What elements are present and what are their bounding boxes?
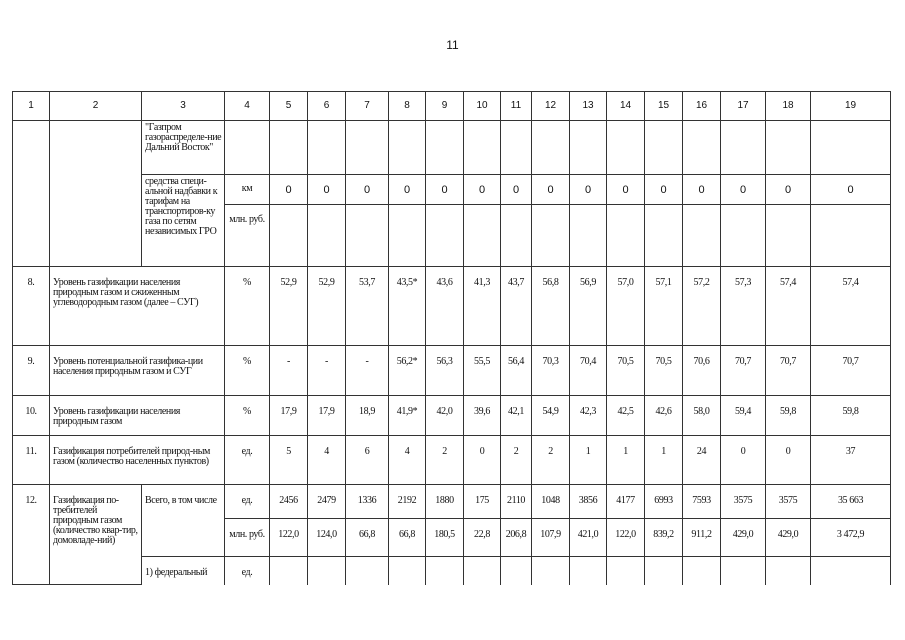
value-cell: 3 472,9 (811, 519, 891, 557)
value-cell: 1 (570, 436, 607, 485)
value-cell: 421,0 (570, 519, 607, 557)
value-cell: 1880 (426, 485, 464, 519)
row-name: Газификация по-требителей природным газом (количество квар-тир, домовладе-ний) (50, 485, 142, 585)
value-cell: 18,9 (346, 396, 389, 436)
value-cell: 0 (501, 175, 532, 205)
value-cell: 175 (464, 485, 501, 519)
unit-cell: % (225, 396, 270, 436)
value-cell: 70,7 (766, 346, 811, 396)
value-cell: 52,9 (308, 267, 346, 346)
row12-federal-row (13, 557, 891, 585)
value-cell: 2 (532, 436, 570, 485)
value-cell: 56,3 (426, 346, 464, 396)
value-cell: 2192 (389, 485, 426, 519)
value-cell: 43,6 (426, 267, 464, 346)
value-cell: 57,3 (721, 267, 766, 346)
value-cell: 6993 (645, 485, 683, 519)
value-cell: 1 (607, 436, 645, 485)
value-cell: 429,0 (766, 519, 811, 557)
header-cell: 15 (645, 92, 683, 121)
value-cell: 1 (645, 436, 683, 485)
value-cell: 0 (426, 175, 464, 205)
value-cell: 57,1 (645, 267, 683, 346)
value-cell: 0 (683, 175, 721, 205)
value-cell: 57,4 (766, 267, 811, 346)
value-cell: 4 (308, 436, 346, 485)
value-cell: 2 (501, 436, 532, 485)
value-cell: 66,8 (346, 519, 389, 557)
value-cell: 0 (645, 175, 683, 205)
gazprom-row (13, 121, 891, 175)
value-cell: 70,4 (570, 346, 607, 396)
header-cell: 14 (607, 92, 645, 121)
row-index: 11. (13, 436, 50, 485)
row-index: 10. (13, 396, 50, 436)
value-cell: 53,7 (346, 267, 389, 346)
value-cell: 59,4 (721, 396, 766, 436)
unit-cell: млн. руб. (225, 519, 270, 557)
value-cell: 1336 (346, 485, 389, 519)
value-cell: 0 (308, 175, 346, 205)
value-cell: 3575 (766, 485, 811, 519)
row-name: Уровень газификации населения природным газом и сжиженным углеводородным газом (далее – СУГ) (50, 267, 225, 346)
value-cell: 39,6 (464, 396, 501, 436)
value-cell: 0 (766, 175, 811, 205)
federal-label: 1) федеральный (142, 557, 225, 585)
value-cell: 429,0 (721, 519, 766, 557)
value-cell: 52,9 (270, 267, 308, 346)
value-cell: - (308, 346, 346, 396)
value-cell: 2479 (308, 485, 346, 519)
value-cell: 22,8 (464, 519, 501, 557)
header-cell: 13 (570, 92, 607, 121)
gasification-table (12, 91, 891, 585)
value-cell: 0 (270, 175, 308, 205)
value-cell: - (270, 346, 308, 396)
table-row (13, 396, 891, 436)
unit-cell: ед. (225, 557, 270, 585)
value-cell: 43,5* (389, 267, 426, 346)
value-cell: 0 (570, 175, 607, 205)
value-cell: 59,8 (811, 396, 891, 436)
value-cell: 57,2 (683, 267, 721, 346)
header-cell: 9 (426, 92, 464, 121)
header-cell: 2 (50, 92, 142, 121)
value-cell: 55,5 (464, 346, 501, 396)
value-cell: 41,3 (464, 267, 501, 346)
value-cell: 70,5 (645, 346, 683, 396)
value-cell: 839,2 (645, 519, 683, 557)
unit-cell: млн. руб. (225, 205, 270, 267)
value-cell: 42,3 (570, 396, 607, 436)
value-cell: 42,1 (501, 396, 532, 436)
value-cell: 56,2* (389, 346, 426, 396)
row-name: Уровень газификации населения природным газом (50, 396, 225, 436)
value-cell: 0 (811, 175, 891, 205)
value-cell: 35 663 (811, 485, 891, 519)
surcharge-label: средства специ-альной надбавки к тарифам на транспортиров-ку газа по сетям независимых ГРО (142, 175, 225, 267)
row-index: 9. (13, 346, 50, 396)
value-cell: 107,9 (532, 519, 570, 557)
header-cell: 4 (225, 92, 270, 121)
value-cell: 124,0 (308, 519, 346, 557)
value-cell: 4 (389, 436, 426, 485)
total-label: Всего, в том числе (142, 485, 225, 557)
empty-cell (13, 121, 50, 267)
unit-cell: ед. (225, 436, 270, 485)
value-cell: 17,9 (308, 396, 346, 436)
row-index: 8. (13, 267, 50, 346)
value-cell: 70,7 (721, 346, 766, 396)
header-cell: 8 (389, 92, 426, 121)
value-cell: 5 (270, 436, 308, 485)
value-cell: 70,5 (607, 346, 645, 396)
table-row (13, 267, 891, 346)
value-cell: 56,8 (532, 267, 570, 346)
value-cell: 37 (811, 436, 891, 485)
value-cell: 58,0 (683, 396, 721, 436)
header-cell: 10 (464, 92, 501, 121)
value-cell: 57,4 (811, 267, 891, 346)
header-cell: 3 (142, 92, 225, 121)
value-cell: 1048 (532, 485, 570, 519)
value-cell: 0 (389, 175, 426, 205)
value-cell: 42,5 (607, 396, 645, 436)
value-cell: 4177 (607, 485, 645, 519)
value-cell: 43,7 (501, 267, 532, 346)
value-cell: 59,8 (766, 396, 811, 436)
unit-cell: % (225, 346, 270, 396)
value-cell: 57,0 (607, 267, 645, 346)
table-row (13, 346, 891, 396)
value-cell: 180,5 (426, 519, 464, 557)
value-cell: 0 (721, 436, 766, 485)
header-row (13, 92, 891, 121)
value-cell: 42,6 (645, 396, 683, 436)
row-name: Уровень потенциальной газифика-ции населения природным газом и СУГ (50, 346, 225, 396)
value-cell: 56,9 (570, 267, 607, 346)
empty-cell (50, 121, 142, 267)
value-cell: 24 (683, 436, 721, 485)
row12-total-row (13, 485, 891, 519)
value-cell: 0 (532, 175, 570, 205)
value-cell: 0 (721, 175, 766, 205)
value-cell: 54,9 (532, 396, 570, 436)
value-cell: 0 (766, 436, 811, 485)
value-cell: 42,0 (426, 396, 464, 436)
table-row (13, 436, 891, 485)
value-cell: 122,0 (607, 519, 645, 557)
value-cell: 2110 (501, 485, 532, 519)
header-cell: 19 (811, 92, 891, 121)
surcharge-km-row (13, 175, 891, 205)
value-cell: 56,4 (501, 346, 532, 396)
value-cell: 17,9 (270, 396, 308, 436)
row-index: 12. (13, 485, 50, 585)
value-cell: 41,9* (389, 396, 426, 436)
unit-cell: ед. (225, 485, 270, 519)
header-cell: 16 (683, 92, 721, 121)
value-cell: 0 (464, 175, 501, 205)
value-cell: 0 (346, 175, 389, 205)
value-cell: 2 (426, 436, 464, 485)
header-cell: 1 (13, 92, 50, 121)
page-number: 11 (446, 38, 459, 52)
value-cell: 70,3 (532, 346, 570, 396)
value-cell: 911,2 (683, 519, 721, 557)
value-cell: 7593 (683, 485, 721, 519)
value-cell: 70,7 (811, 346, 891, 396)
header-cell: 7 (346, 92, 389, 121)
row-name: Газификация потребителей природ-ным газом (количество населенных пунктов) (50, 436, 225, 485)
value-cell: - (346, 346, 389, 396)
header-cell: 18 (766, 92, 811, 121)
organization-name: "Газпром газораспределе-ние Дальний Восток" (142, 121, 225, 175)
header-cell: 6 (308, 92, 346, 121)
header-cell: 12 (532, 92, 570, 121)
header-cell: 11 (501, 92, 532, 121)
value-cell: 0 (464, 436, 501, 485)
value-cell: 122,0 (270, 519, 308, 557)
value-cell: 0 (607, 175, 645, 205)
value-cell: 70,6 (683, 346, 721, 396)
value-cell: 3575 (721, 485, 766, 519)
value-cell: 3856 (570, 485, 607, 519)
value-cell: 2456 (270, 485, 308, 519)
unit-cell: км (225, 175, 270, 205)
header-cell: 5 (270, 92, 308, 121)
value-cell: 6 (346, 436, 389, 485)
value-cell: 206,8 (501, 519, 532, 557)
unit-cell: % (225, 267, 270, 346)
header-cell: 17 (721, 92, 766, 121)
value-cell: 66,8 (389, 519, 426, 557)
